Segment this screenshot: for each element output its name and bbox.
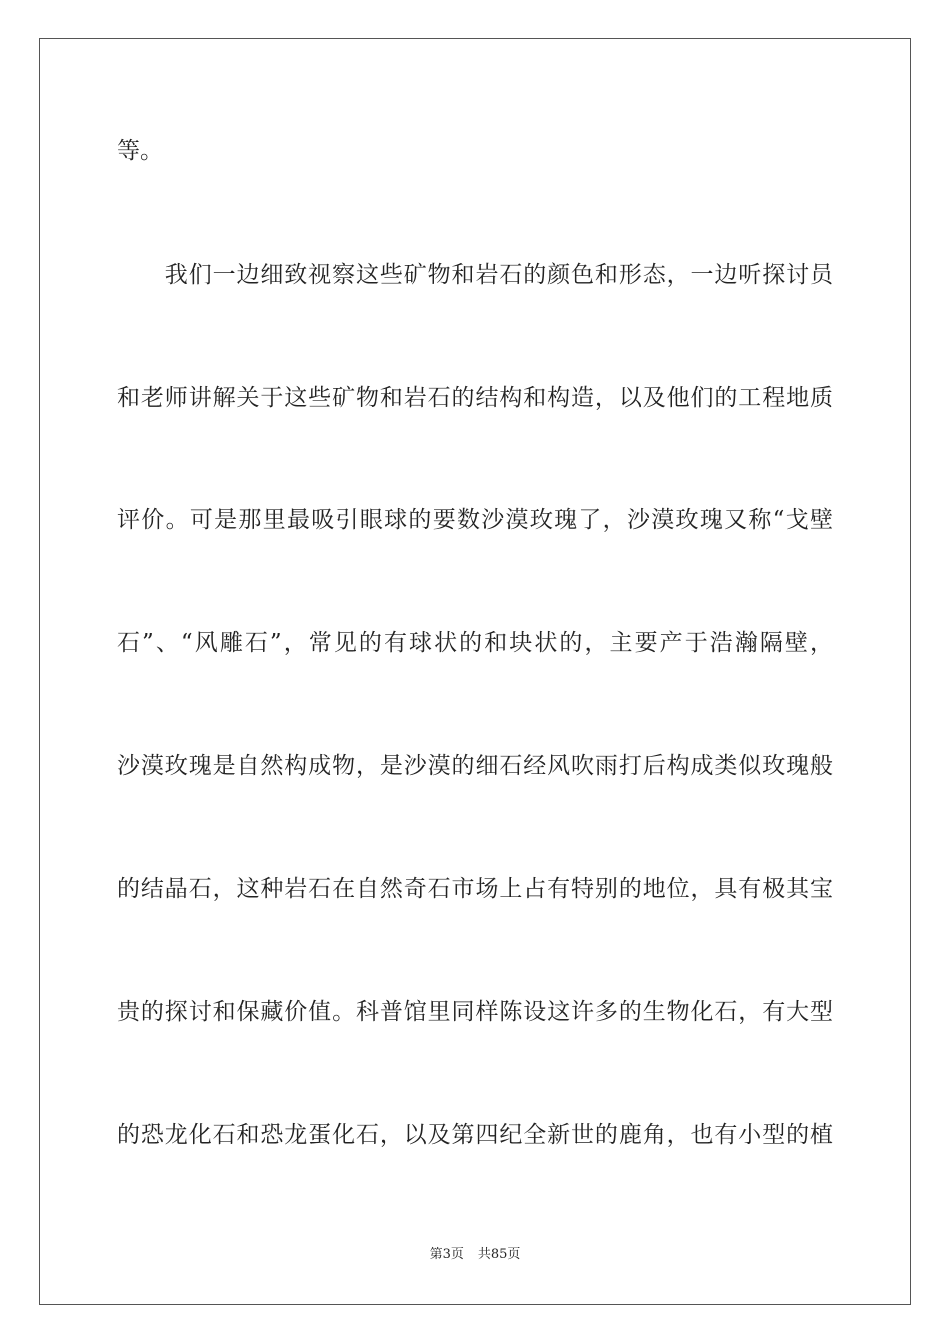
page-total: 共85页 xyxy=(477,1247,521,1262)
text-line-7: 的结晶石，这种岩石在自然奇石市场上占有特别的地位，具有极其宝 xyxy=(117,876,833,902)
text-line-9: 的恐龙化石和恐龙蛋化石，以及第四纪全新世的鹿角，也有小型的植 xyxy=(117,1122,833,1148)
text-line-6: 沙漠玫瑰是自然构成物，是沙漠的细石经风吹雨打后构成类似玫瑰般 xyxy=(117,753,833,779)
text-line-2: 我们一边细致视察这些矿物和岩石的颜色和形态，一边听探讨员 xyxy=(117,262,833,288)
text-line-8: 贵的探讨和保藏价值。科普馆里同样陈设这许多的生物化石，有大型 xyxy=(117,999,833,1025)
page-footer xyxy=(0,1247,950,1263)
text-line-1: 等。 xyxy=(117,138,163,164)
text-line-5: 石”、“风雕石”，常见的有球状的和块状的，主要产于浩瀚隔壁， xyxy=(117,630,833,656)
text-line-4: 评价。可是那里最吸引眼球的要数沙漠玫瑰了，沙漠玫瑰又称“戈壁 xyxy=(117,507,833,533)
text-line-3: 和老师讲解关于这些矿物和岩石的结构和构造，以及他们的工程地质 xyxy=(117,385,833,411)
page-number: 第3页 xyxy=(429,1247,464,1262)
